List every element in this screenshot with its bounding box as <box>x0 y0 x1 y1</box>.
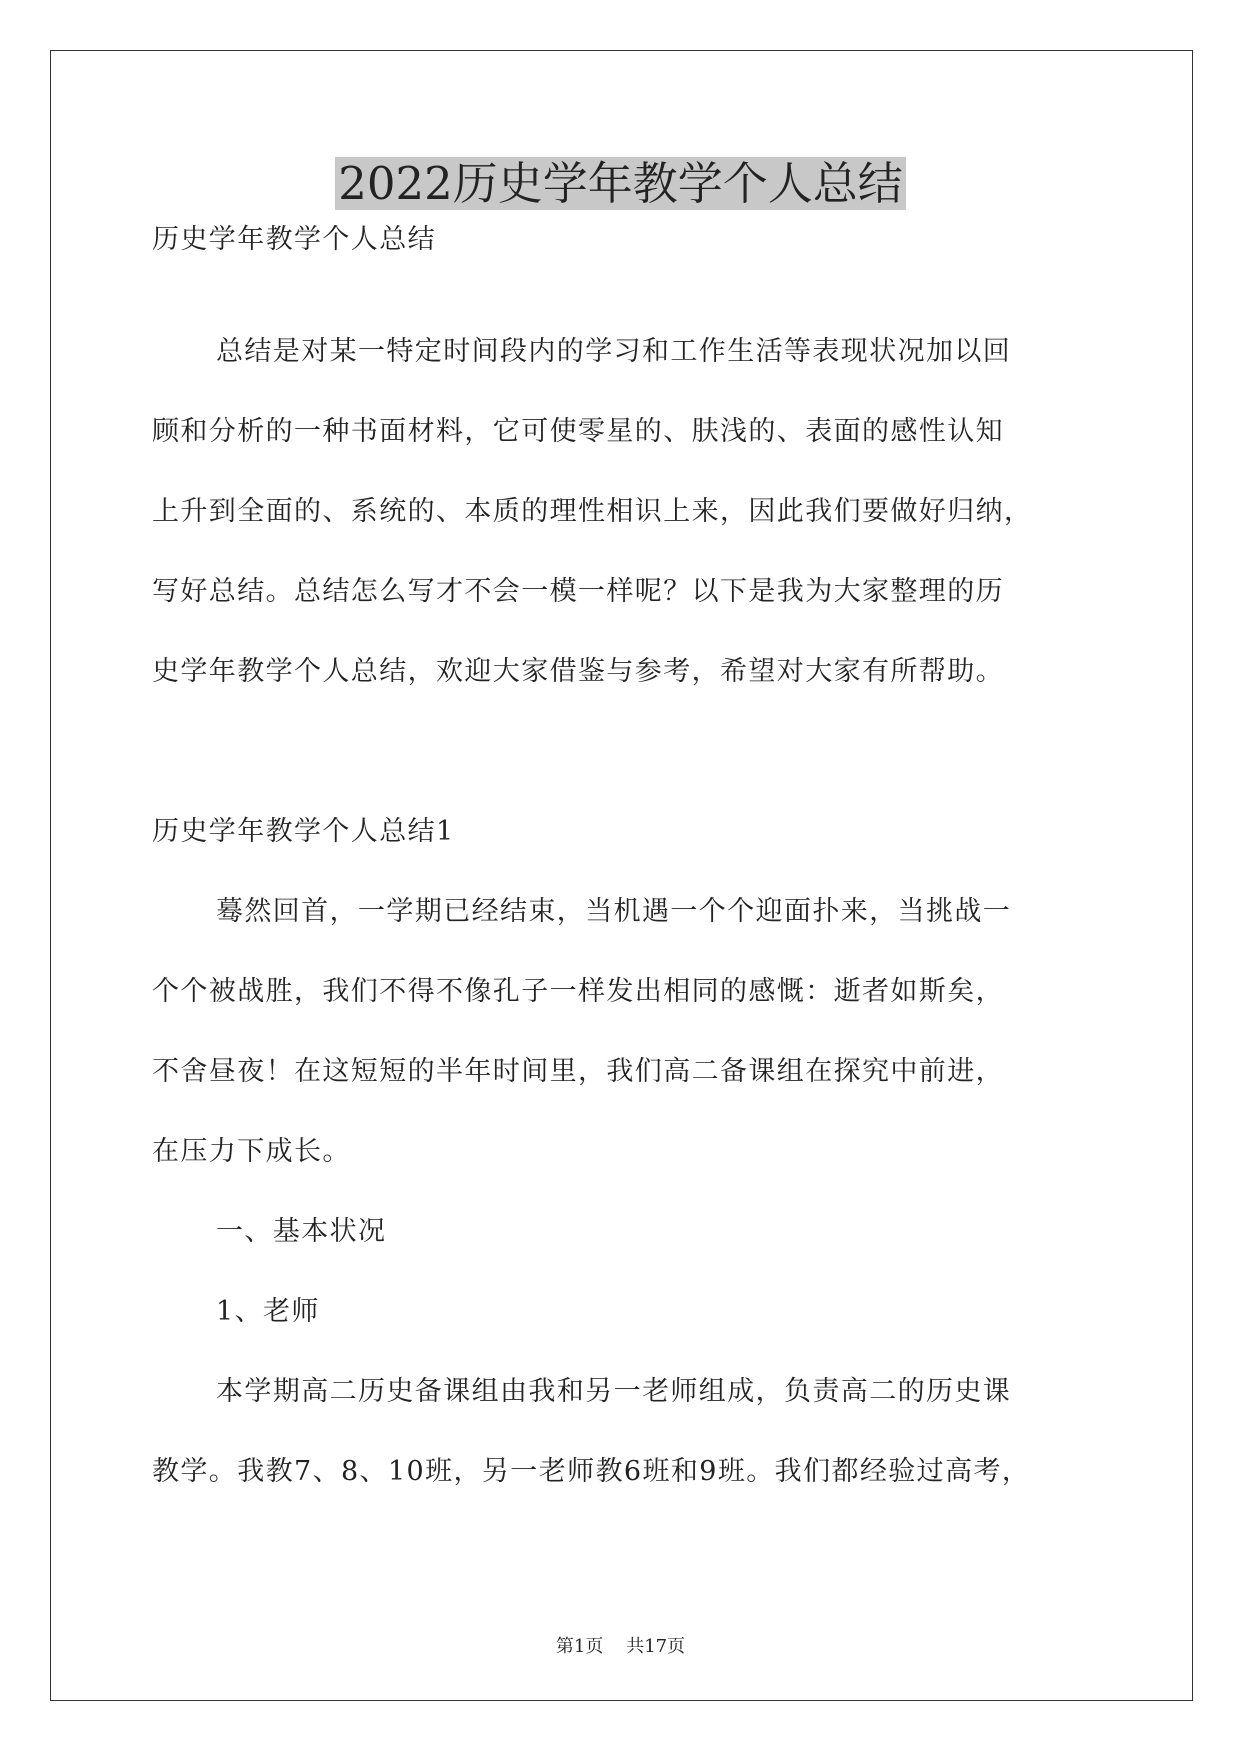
body-line: 在压力下成长。 <box>152 1136 351 1167</box>
page-footer <box>0 1632 1241 1658</box>
body-line: 教学。我教7、8、10班，另一老师教6班和9班。我们都经验过高考， <box>152 1456 1031 1487</box>
page-total: 共17页 <box>626 1636 686 1657</box>
body-line: 顾和分析的一种书面材料，它可使零星的、肤浅的、表面的感性认知 <box>152 416 1004 447</box>
body-line: 上升到全面的、系统的、本质的理性相识上来，因此我们要做好归纳， <box>152 496 1033 527</box>
body-line: 历史学年教学个人总结1 <box>152 816 455 847</box>
document-title: 2022历史学年教学个人总结 <box>0 153 1241 215</box>
body-line: 史学年教学个人总结，欢迎大家借鉴与参考，希望对大家有所帮助。 <box>152 656 1004 687</box>
body-line: 个个被战胜，我们不得不像孔子一样发出相同的感慨：逝者如斯矣， <box>152 976 1004 1007</box>
body-line: 历史学年教学个人总结 <box>152 224 436 255</box>
body-line: 一、基本状况 <box>216 1216 387 1247</box>
body-line: 蓦然回首，一学期已经结束，当机遇一个个迎面扑来，当挑战一 <box>216 896 1012 927</box>
body-line: 1、老师 <box>216 1296 320 1327</box>
page-number: 第1页 <box>555 1636 604 1657</box>
body-line: 总结是对某一特定时间段内的学习和工作生活等表现状况加以回 <box>216 336 1012 367</box>
body-line: 不舍昼夜！在这短短的半年时间里，我们高二备课组在探究中前进， <box>152 1056 1004 1087</box>
body-line: 本学期高二历史备课组由我和另一老师组成，负责高二的历史课 <box>216 1376 1012 1407</box>
body-line: 写好总结。总结怎么写才不会一模一样呢？以下是我为大家整理的历 <box>152 576 1004 607</box>
